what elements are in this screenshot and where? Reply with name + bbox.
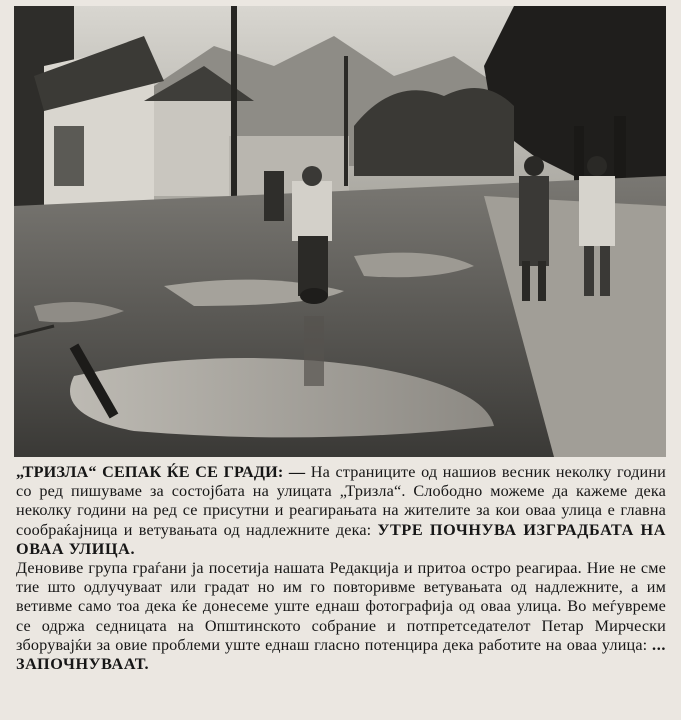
article-headline: „ТРИЗЛА“ СЕПАК ЌЕ СЕ ГРАДИ: — bbox=[16, 463, 306, 481]
article-paragraph-1 bbox=[16, 463, 666, 559]
paragraph-2-emphasis: ... ЗАПОЧНУВААТ. bbox=[16, 635, 666, 674]
street-photo bbox=[14, 6, 666, 457]
article-body bbox=[16, 463, 666, 674]
paragraph-2-text: Деновиве група граѓани ја посетија нашата Редакција и притоа остро реагираа. Ние не сме тие што одлучуваат или градат но им го повторивме ветувањата од надлежните, а им ветивме само тоа дека ќе донесеме уште еднаш фотографија од оваа улица. Во меѓувреме се одржа седницата на Општинското собрание и потпретседателот Петар Мирчески зборувајќи за овие проблеми уште еднаш гласно потенцира дека работите на оваа улица: bbox=[16, 559, 666, 654]
paragraph-1-text: На страниците од нашиов весник неколку години со ред пишуваме за состојбата на улицата „Тризла“. Слободно можеме да кажеме дека неколку години на ред се присутни и реагирањата на жителите за кои оваа улица е главна сообраќајница и ветувањата од надлежните дека: bbox=[16, 463, 666, 539]
street-photo-graphic bbox=[14, 6, 666, 457]
article-paragraph-2 bbox=[16, 559, 666, 674]
paragraph-1-emphasis: УТРЕ ПОЧНУВА ИЗГРАДБАТА НА ОВАА УЛИЦА. bbox=[16, 520, 666, 558]
